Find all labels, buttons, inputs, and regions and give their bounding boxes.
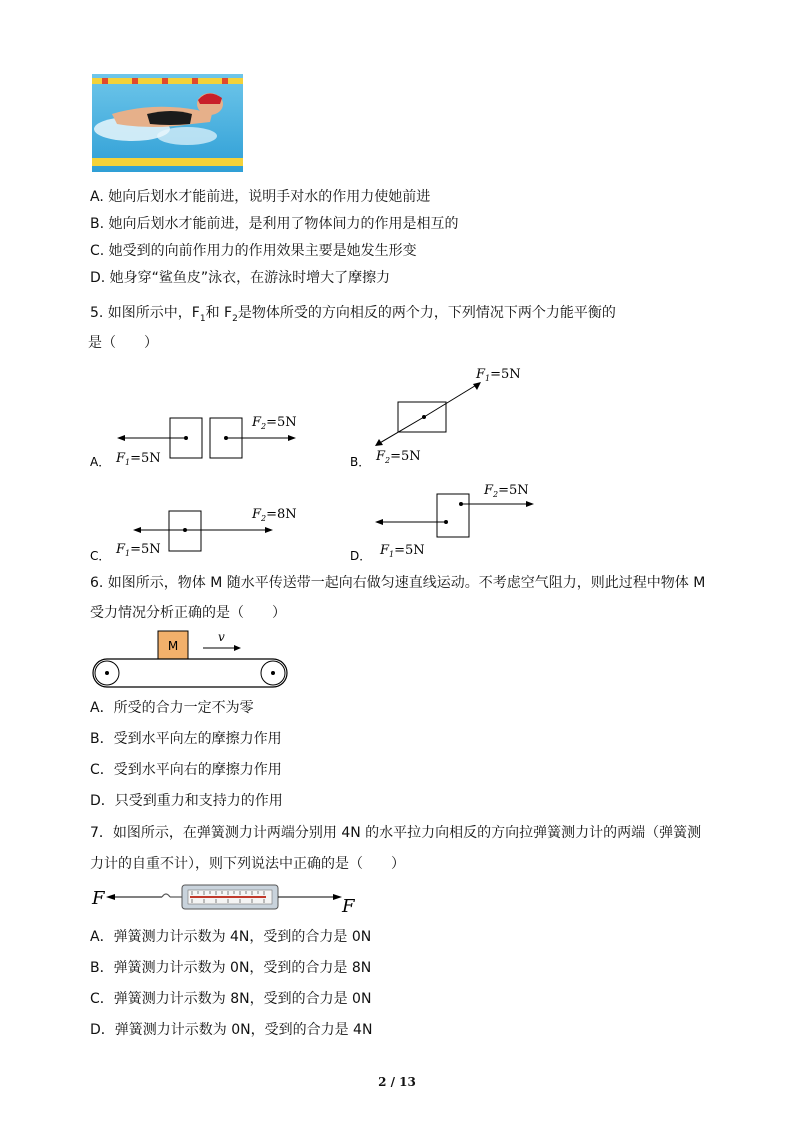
q5-diagram-c bbox=[88, 502, 318, 567]
q5-diagram-b bbox=[348, 362, 548, 472]
q5-c-f2-label: $F_2=8N$ bbox=[252, 507, 297, 523]
q5-b-f2-label: $F_2=5N$ bbox=[376, 449, 421, 465]
q5-b-f1-label: $F_1=5N$ bbox=[476, 367, 521, 383]
q7-option-b: B．弹簧测力计示数为 0N，受到的合力是 8N bbox=[90, 960, 372, 976]
q7-spring-scale-diagram bbox=[90, 880, 360, 916]
q5-stem-line2: 是（ ） bbox=[88, 335, 158, 351]
swimmer-photo bbox=[92, 74, 243, 172]
conveyor-belt bbox=[93, 659, 287, 687]
q5-c-f1-label: $F_1=5N$ bbox=[116, 542, 161, 558]
q5-a-f2-label: $F_2=5N$ bbox=[252, 415, 297, 431]
q7-stem-line1: 7．如图所示，在弹簧测力计两端分别用 4N 的水平拉力向相反的方向拉弹簧测力计的两端（弹簧测 bbox=[90, 825, 702, 841]
q6-option-d: D．只受到重力和支持力的作用 bbox=[90, 793, 283, 809]
q6-stem-line2: 受力情况分析正确的是（ ） bbox=[90, 605, 286, 621]
q5-diagram-a bbox=[88, 410, 318, 475]
force-right-label: F bbox=[342, 896, 355, 916]
q7-option-c: C．弹簧测力计示数为 8N，受到的合力是 0N bbox=[90, 991, 372, 1007]
q6-conveyor-diagram bbox=[90, 628, 290, 690]
q7-stem-line2: 力计的自重不计），则下列说法中正确的是（ ） bbox=[90, 856, 405, 872]
q7-option-a: A．弹簧测力计示数为 4N，受到的合力是 0N bbox=[90, 929, 372, 945]
q4-option-c: C. 她受到的向前作用力的作用效果主要是她发生形变 bbox=[90, 243, 417, 259]
q5-c-letter: C． bbox=[90, 549, 111, 563]
q6-option-c: C．受到水平向右的摩擦力作用 bbox=[90, 762, 282, 778]
q5-a-letter: A． bbox=[90, 455, 111, 469]
q5-stem-line1: 5. 如图所示中，$F_1$和 $F_2$是物体所受的方向相反的两个力，下列情况下两个力能平衡的 bbox=[90, 305, 616, 324]
page-number: 2 / 13 bbox=[378, 1075, 416, 1089]
q5-d-f1-label: $F_1=5N$ bbox=[380, 543, 425, 559]
q4-option-a: A. 她向后划水才能前进，说明手对水的作用力使她前进 bbox=[90, 189, 431, 205]
q6-option-a: A．所受的合力一定不为零 bbox=[90, 700, 254, 716]
block-m-label: M bbox=[167, 639, 179, 653]
q5-d-f2-label: $F_2=5N$ bbox=[484, 483, 529, 499]
q5-a-f1-label: $F_1=5N$ bbox=[116, 451, 161, 467]
q6-option-b: B．受到水平向左的摩擦力作用 bbox=[90, 731, 282, 747]
q4-option-b: B. 她向后划水才能前进，是利用了物体间力的作用是相互的 bbox=[90, 216, 459, 232]
q5-b-letter: B． bbox=[350, 455, 371, 469]
velocity-label: v bbox=[218, 630, 225, 644]
q5-d-letter: D． bbox=[350, 549, 372, 563]
q4-option-d: D. 她身穿“鲨鱼皮”泳衣，在游泳时增大了摩擦力 bbox=[90, 270, 391, 286]
force-left-label: F bbox=[92, 888, 105, 909]
q5-diagram-d bbox=[348, 478, 548, 568]
q7-option-d: D．弹簧测力计示数为 0N，受到的合力是 4N bbox=[90, 1022, 373, 1038]
q6-stem-line1: 6. 如图所示，物体 M 随水平传送带一起向右做匀速直线运动。不考虑空气阻力，则此过程中物体 M bbox=[90, 575, 706, 591]
